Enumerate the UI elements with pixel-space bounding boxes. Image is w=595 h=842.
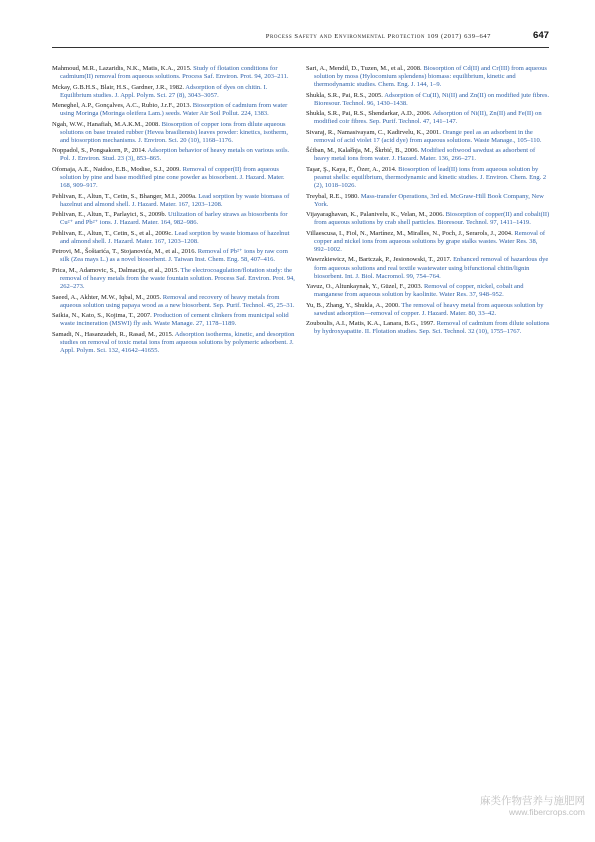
reference-authors: Prica, M., Adamovic, S., Dalmacija, et al., 2015. [52,267,181,275]
reference-entry [52,267,296,291]
reference-entry [306,129,550,145]
reference-authors: Yavuz, O., Altunkaynak, Y., Güzel, F., 2003. [306,283,424,291]
reference-authors: Yu, B., Zhang, Y., Shukla, A., 2000. [306,301,402,309]
reference-authors: Villaescusa, I., Fiol, N., Martínez, M., Miralles, N., Poch, J., Serarols, J., 2004. [306,229,515,237]
reference-authors: Taşar, Ş., Kaya, F., Özer, A., 2014. [306,166,399,174]
reference-link[interactable]: Lead sorption by waste biomass of hazelnut and almond shell. J. Hazard. Mater. 167, 1203–1208. [60,229,290,245]
reference-link[interactable]: Removal of cadmium from dilute solutions by hydroxyapatite. II. Flotation studies. Sep. Sci. Technol. 32 (10), 1755–1767. [314,320,550,336]
reference-authors: Samadi, N., Hasanzadeh, R., Rasad, M., 2015. [52,330,175,338]
reference-link[interactable]: Adsorption behavior of heavy metals on various soils. Pol. J. Environ. Stud. 23 (3), 853–865. [60,147,290,163]
reference-link[interactable]: The removal of heavy metal from aqueous solution by sawdust adsorption—removal of copper. J. Hazard. Mater. 80, 33–42. [314,301,544,317]
reference-link[interactable]: Adsorption of Ni(II), Zn(II) and Fe(II) on modified coir fibres. Sep. Purif. Technol. 47, 141–147. [314,110,542,126]
reference-authors: Vijayaraghavan, K., Palanivelu, K., Velan, M., 2006. [306,211,446,219]
reference-entry [306,166,550,190]
reference-entry [306,147,550,163]
reference-entry [306,256,550,280]
reference-entry [306,193,550,209]
reference-link[interactable]: Removal of copper(II) from aqueous solution by pine and base modified pine cone powder as biosorbent. J. Hazard. Mater. 168, 909–917. [60,166,285,190]
reference-link[interactable]: Production of cement clinkers from municipal solid waste incineration (MSWI) fly ash. Waste Manage. 27, 1178–1189. [60,312,289,328]
reference-entry [306,211,550,227]
reference-authors: Shukla, S.R., Pai, R.S., 2005. [306,91,385,99]
reference-entry [52,84,296,100]
reference-link[interactable]: Removal of Pb²⁺ ions by raw corn silk (Zea mays L.) as a novel biosorbent. J. Taiwan Inst. Chem. Eng. 58, 407–416. [60,248,288,264]
reference-link[interactable]: Orange peel as an adsorbent in the removal of acid violet 17 (acid dye) from aqueous solutions. Waste Manage., 105–110. [314,128,542,144]
reference-authors: Treybal, R.E., 1980. [306,192,361,200]
reference-authors: Pehlivan, E., Altun, T., Cetin, S., et al., 2009c. [52,229,175,237]
reference-link[interactable]: Modified softwood sawdust as adsorbent of heavy metal ions from water. J. Hazard. Mater. 136, 266–271. [314,147,536,163]
reference-link[interactable]: Biosorption of lead(II) ions from aqueous solution by peanut shells: equilibrium, thermodynamic and kinetic studies. J. Environ. Chem. Eng. 2 (2), 1018–1026. [314,166,547,190]
reference-authors: Pehlivan, E., Altun, T., Cetin, S., Bhanger, M.I., 2009a. [52,192,199,200]
reference-entry [52,102,296,118]
references-left-column [52,65,296,358]
reference-authors: Pehlivan, E., Altun, T., Parlayici, S., 2009b. [52,211,168,219]
reference-authors: Ofomaja, A.E., Naidoo, E.B., Modise, S.J., 2009. [52,166,183,174]
reference-entry [52,121,296,145]
header-rule [52,47,549,48]
reference-entry [306,302,550,318]
reference-authors: Noppadol, S., Pongsakorn, P., 2014. [52,147,148,155]
reference-authors: Zouboulis, A.I., Matis, K.A., Lanara, B.G., 1997. [306,320,437,328]
watermark-chinese-text: 麻类作物营养与施肥网 [480,795,585,807]
page-number: 647 [532,30,549,41]
reference-link[interactable]: Biosorption of copper ions from dilute aqueous solutions on base treated rubber (Hevea brasiliensis) leaves powder: kinetics, isotherm, and biosorption mechanisms. J. Environ. Sci. 20 (10), 1168–1176. [60,120,288,144]
reference-link[interactable]: Adsorption of dyes on chitin. I. Equilibrium studies. J. Appl. Polym. Sci. 27 (8), 3043–3057. [60,83,268,99]
reference-entry [306,230,550,254]
reference-authors: Sari, A., Mendil, D., Tuzen, M., et al., 2008. [306,65,424,72]
reference-link[interactable]: Mass-transfer Operations, 3rd ed. McGraw-Hill Book Company, New York. [314,192,544,208]
reference-entry [52,147,296,163]
reference-link[interactable]: Adsorption isotherms, kinetic, and desorption studies on removal of toxic metal ions from aqueous solutions by polymeric adsorbent. J. Appl. Polym. Sci. 132, 41642–41655. [60,330,295,354]
reference-entry [52,230,296,246]
reference-authors: Šćiban, M., Kalaš̌nja, M., Škrbić, B., 2006. [306,147,421,155]
reference-entry [52,193,296,209]
site-watermark [480,796,585,818]
reference-authors: Mahmoud, M.R., Lazaridis, N.K., Matis, K.A., 2015. [52,65,194,72]
reference-entry [52,248,296,264]
reference-authors: Saeed, A., Akhter, M.W., Iqbal, M., 2005. [52,293,163,301]
reference-authors: Shukla, S.R., Pai, R.S., Shendarkar, A.D., 2006. [306,110,433,118]
references-right-column [306,65,550,339]
reference-link[interactable]: The electrocoagulation/flotation study: the removal of heavy metals from the waste fountain solution. Process Saf. Environ. Prot. 94, 262–273. [60,267,295,291]
reference-entry [306,110,550,126]
reference-authors: Petrovi, M., Šoštarića, T., Stojanovića, M., et al., 2016. [52,248,198,256]
reference-link[interactable]: Biosorption of cadmium from water using Moringa (Moringa oleifera Lam.) seeds. Water Air Soil Pollut. 224, 1383. [60,102,288,118]
running-header [52,30,549,44]
reference-authors: Saikia, N., Kato, S., Kojima, T., 2007. [52,312,154,320]
reference-authors: Meneghel, A.P., Gonçalves, A.C., Rubio, J.r.F., 2013. [52,102,193,110]
reference-entry [306,283,550,299]
reference-link[interactable]: Removal and recovery of heavy metals from aqueous solution using papaya wood as a new biosorbent. Sep. Purif. Technol. 45, 25–31. [60,293,295,309]
reference-authors: Mckay, G.B.H.S., Blair, H.S., Gardner, J.R., 1982. [52,83,186,91]
reference-authors: Ngah, W.W., Hanafiah, M.A.K.M., 2008. [52,120,162,128]
reference-link[interactable]: Removal of copper, nickel, cobalt and manganese from aqueous solution by kaolinite. Water Res. 37, 948–952. [314,283,524,299]
reference-link[interactable]: Biosorption of Cd(II) and Cr(III) from aqueous solution by moss (Hylocomium splendens) biomass: equilibrium, kinetic and thermodynamic studies. Chem. Eng. J. 144, 1–9. [314,65,547,89]
reference-entry [306,320,550,336]
reference-entry [306,92,550,108]
watermark-url: www.fibercrops.com [508,807,585,817]
reference-entry [52,65,296,81]
reference-entry [52,211,296,227]
journal-citation: Process Safety and Environmental Protection 109 (2017) 639–647 [265,33,491,40]
reference-link[interactable]: Enhanced removal of hazardous dye form aqueous solutions and real textile wastewater using bifunctional chitin/lignin biosorbent. Int. J. Biol. Macromol. 99, 754–764. [314,256,549,280]
reference-link[interactable]: Removal of copper and nickel ions from aqueous solutions by grape stalks wastes. Water Res. 38, 992–1002. [314,229,546,253]
reference-link[interactable]: Lead sorption by waste biomass of hazelnut and almond shell. J. Hazard. Mater. 167, 1203–1208. [60,192,290,208]
reference-link[interactable]: Biosorption of copper(II) and cobalt(II) from aqueous solutions by crab shell particles. Bioresour. Technol. 97, 1411–1419. [314,211,550,227]
reference-link[interactable]: Adsorption of Cu(II), Ni(II) and Zn(II) on modified jute fibres. Bioresour. Technol. 96, 1430–1438. [314,91,550,107]
reference-entry [52,166,296,190]
reference-authors: Sivaraj, R., Namasivayam, C., Kadirvelu, K., 2001. [306,128,443,136]
reference-entry [306,65,550,89]
reference-entry [52,312,296,328]
reference-link[interactable]: Study of flotation conditions for cadmium(II) removal from aqueous solutions. Process Saf. Environ. Prot. 94, 203–211. [60,65,289,81]
reference-entry [52,331,296,355]
reference-entry [52,294,296,310]
reference-authors: Wawrzkiewicz, M., Bartczak, P., Jesionowski, T., 2017. [306,256,454,264]
reference-link[interactable]: Utilization of barley straws as biosorbents for Cu²⁺ and Pb²⁺ ions. J. Hazard. Mater. 164, 982–986. [60,211,288,227]
